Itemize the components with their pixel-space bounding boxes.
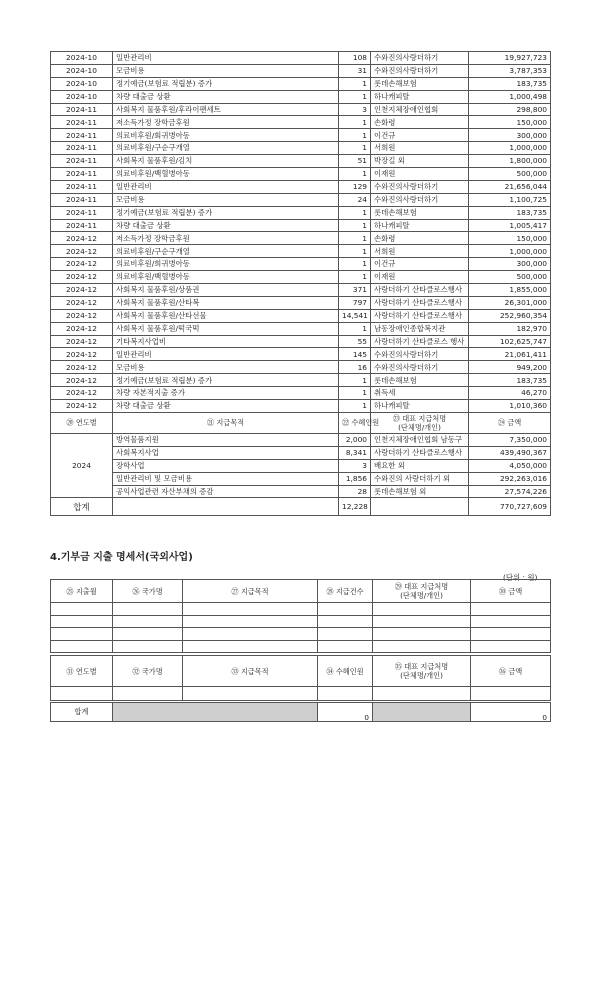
detail-rows	[51, 52, 551, 413]
detail-date: 2024-12	[51, 284, 113, 297]
overseas-expense-table	[50, 579, 551, 653]
detail-payee: 이재원	[371, 168, 469, 181]
detail-count: 3	[339, 103, 371, 116]
detail-row	[51, 361, 551, 374]
overseas-summary-table	[50, 655, 551, 701]
detail-amount: 183,735	[469, 77, 551, 90]
detail-payee: 하나캐피탈	[371, 219, 469, 232]
detail-date: 2024-11	[51, 193, 113, 206]
detail-payee: 수와진의사랑더하기	[371, 348, 469, 361]
detail-date: 2024-12	[51, 309, 113, 322]
summary-count: 3	[339, 459, 371, 472]
summary-header-count: ㉒ 수혜인원	[339, 412, 371, 433]
detail-purpose: 차량 대출금 상환	[113, 90, 339, 103]
summary-amount: 7,350,000	[469, 433, 551, 446]
header-purpose: ㉗ 지급목적	[183, 580, 318, 603]
detail-row	[51, 168, 551, 181]
summary-row	[51, 433, 551, 446]
header-count: ㉘ 지급건수	[318, 580, 373, 603]
detail-count: 1	[339, 168, 371, 181]
header-country: ㉖ 국가명	[113, 580, 183, 603]
detail-amount: 19,927,723	[469, 52, 551, 65]
detail-date: 2024-11	[51, 103, 113, 116]
summary-count: 28	[339, 485, 371, 498]
detail-count: 1	[339, 400, 371, 413]
detail-row	[51, 309, 551, 322]
detail-count: 1	[339, 245, 371, 258]
total-row	[51, 498, 551, 516]
header2-year: ㉛ 연도별	[51, 656, 113, 687]
summary-payee: 수와진의 사랑더하기 외	[371, 472, 469, 485]
detail-row	[51, 155, 551, 168]
detail-row	[51, 245, 551, 258]
summary-amount: 27,574,226	[469, 485, 551, 498]
detail-amount: 1,010,360	[469, 400, 551, 413]
empty-row	[51, 687, 551, 701]
detail-amount: 500,000	[469, 168, 551, 181]
total-count: 12,228	[339, 498, 371, 516]
detail-count: 1	[339, 258, 371, 271]
detail-payee: 롯데손해보험	[371, 206, 469, 219]
detail-amount: 21,061,411	[469, 348, 551, 361]
detail-count: 1	[339, 322, 371, 335]
detail-amount: 300,000	[469, 129, 551, 142]
detail-amount: 300,000	[469, 258, 551, 271]
section-title: 4.기부금 지출 명세서(국외사업)	[50, 552, 193, 563]
detail-row	[51, 348, 551, 361]
header2-count: ㉞ 수혜인원	[318, 656, 373, 687]
detail-row	[51, 142, 551, 155]
summary-amount: 439,490,367	[469, 446, 551, 459]
detail-amount: 252,960,354	[469, 309, 551, 322]
detail-count: 14,541	[339, 309, 371, 322]
empty-row	[51, 603, 551, 616]
detail-date: 2024-10	[51, 90, 113, 103]
summary-header-amount: ㉔ 금액	[469, 412, 551, 433]
summary-payee: 배요한 외	[371, 459, 469, 472]
summary-header-payee	[371, 412, 469, 433]
detail-purpose: 의료비후원/백혈병아동	[113, 168, 339, 181]
summary-purpose: 방역물품지원	[113, 433, 339, 446]
summary-amount: 292,263,016	[469, 472, 551, 485]
detail-date: 2024-10	[51, 64, 113, 77]
detail-date: 2024-12	[51, 361, 113, 374]
detail-payee: 취득세	[371, 387, 469, 400]
detail-row	[51, 232, 551, 245]
detail-purpose: 의료비후원/구순구개열	[113, 142, 339, 155]
detail-purpose: 정기예금(보험료 적립분) 증가	[113, 374, 339, 387]
empty-row	[51, 615, 551, 628]
detail-date: 2024-11	[51, 142, 113, 155]
detail-row	[51, 206, 551, 219]
detail-amount: 26,301,000	[469, 296, 551, 309]
total-label: 합계	[51, 498, 113, 516]
detail-payee: 수와진의사랑더하기	[371, 361, 469, 374]
detail-amount: 1,005,417	[469, 219, 551, 232]
detail-date: 2024-11	[51, 155, 113, 168]
detail-count: 1	[339, 219, 371, 232]
detail-count: 371	[339, 284, 371, 297]
summary-payee: 롯데손해보험 외	[371, 485, 469, 498]
detail-payee: 손화령	[371, 232, 469, 245]
detail-amount: 3,787,353	[469, 64, 551, 77]
detail-count: 1	[339, 142, 371, 155]
detail-payee: 하나캐피탈	[371, 90, 469, 103]
detail-count: 1	[339, 77, 371, 90]
header2-payee-line1: ㉟ 대표 지급처명	[394, 662, 449, 671]
detail-count: 1	[339, 90, 371, 103]
detail-row	[51, 296, 551, 309]
detail-purpose: 모금비용	[113, 64, 339, 77]
detail-purpose: 모금비용	[113, 361, 339, 374]
overseas-total-count: 0	[318, 703, 373, 722]
detail-amount: 150,000	[469, 116, 551, 129]
summary-purpose: 공익사업관련 자산부채의 증감	[113, 485, 339, 498]
detail-date: 2024-10	[51, 77, 113, 90]
summary-header-year: ⑳ 연도별	[51, 412, 113, 433]
summary-amount: 4,050,000	[469, 459, 551, 472]
summary-count: 1,856	[339, 472, 371, 485]
header2-payee-line2: (단체명/개인)	[400, 671, 443, 680]
detail-date: 2024-12	[51, 400, 113, 413]
header-payee	[373, 580, 471, 603]
detail-purpose: 의료비후원/구순구개열	[113, 245, 339, 258]
detail-purpose: 저소득가정 장학금후원	[113, 232, 339, 245]
detail-purpose: 차량 대출금 상환	[113, 219, 339, 232]
detail-date: 2024-12	[51, 245, 113, 258]
summary-payee: 사랑더하기 산타클로스행사	[371, 446, 469, 459]
detail-amount: 949,200	[469, 361, 551, 374]
detail-count: 145	[339, 348, 371, 361]
detail-count: 55	[339, 335, 371, 348]
detail-count: 797	[339, 296, 371, 309]
detail-count: 24	[339, 193, 371, 206]
detail-row	[51, 335, 551, 348]
detail-payee: 수와진의사랑더하기	[371, 52, 469, 65]
detail-count: 108	[339, 52, 371, 65]
detail-amount: 183,735	[469, 206, 551, 219]
detail-purpose: 차량 대출금 상환	[113, 400, 339, 413]
detail-amount: 1,855,000	[469, 284, 551, 297]
total-empty	[371, 498, 469, 516]
detail-row	[51, 387, 551, 400]
detail-payee: 사랑더하기 산타클로스행사	[371, 309, 469, 322]
summary-header-row	[51, 412, 551, 433]
detail-date: 2024-12	[51, 296, 113, 309]
shaded-cell	[113, 703, 318, 722]
detail-purpose: 사회복지 물품후원/후라이팬세트	[113, 103, 339, 116]
detail-date: 2024-12	[51, 322, 113, 335]
detail-count: 1	[339, 116, 371, 129]
detail-row	[51, 219, 551, 232]
detail-payee: 이건규	[371, 258, 469, 271]
detail-payee: 롯데손해보험	[371, 374, 469, 387]
detail-amount: 1,000,000	[469, 142, 551, 155]
detail-date: 2024-11	[51, 129, 113, 142]
detail-purpose: 사회복지 물품후원/김치	[113, 155, 339, 168]
detail-purpose: 의료비후원/백혈병아동	[113, 271, 339, 284]
detail-row	[51, 52, 551, 65]
detail-amount: 1,800,000	[469, 155, 551, 168]
detail-date: 2024-12	[51, 374, 113, 387]
detail-row	[51, 374, 551, 387]
detail-row	[51, 193, 551, 206]
expense-detail-sheet	[50, 51, 550, 516]
overseas-total-table	[50, 702, 551, 722]
expense-detail-table	[50, 51, 551, 516]
detail-payee: 하나캐피탈	[371, 400, 469, 413]
detail-row	[51, 90, 551, 103]
detail-payee: 이건규	[371, 129, 469, 142]
detail-row	[51, 116, 551, 129]
detail-payee: 인천지체장애인협회	[371, 103, 469, 116]
header-amount: ㉚ 금액	[471, 580, 551, 603]
detail-purpose: 사회복지 물품후원/떡국떡	[113, 322, 339, 335]
detail-purpose: 모금비용	[113, 193, 339, 206]
summary-row	[51, 446, 551, 459]
detail-amount: 150,000	[469, 232, 551, 245]
detail-purpose: 일반관리비	[113, 52, 339, 65]
detail-date: 2024-12	[51, 335, 113, 348]
detail-amount: 102,625,747	[469, 335, 551, 348]
detail-amount: 1,000,498	[469, 90, 551, 103]
detail-purpose: 차량 자본적지출 증가	[113, 387, 339, 400]
detail-payee: 롯데손해보험	[371, 77, 469, 90]
detail-purpose: 정기예금(보험료 적립분) 증가	[113, 77, 339, 90]
detail-amount: 46,270	[469, 387, 551, 400]
header-payee-line1: ㉙ 대표 지급처명	[394, 582, 449, 591]
header-date: ㉕ 지출월	[51, 580, 113, 603]
detail-payee: 박장길 외	[371, 155, 469, 168]
detail-count: 31	[339, 64, 371, 77]
detail-date: 2024-10	[51, 52, 113, 65]
summary-header-payee-line2: (단체명/개인)	[398, 422, 441, 432]
detail-purpose: 기타복지사업비	[113, 335, 339, 348]
detail-purpose: 의료비후원/회귀병아동	[113, 129, 339, 142]
detail-date: 2024-11	[51, 116, 113, 129]
detail-count: 1	[339, 206, 371, 219]
detail-row	[51, 258, 551, 271]
detail-payee: 서희원	[371, 142, 469, 155]
detail-count: 1	[339, 271, 371, 284]
detail-payee: 수와진의사랑더하기	[371, 180, 469, 193]
detail-purpose: 일반관리비	[113, 180, 339, 193]
detail-date: 2024-12	[51, 271, 113, 284]
detail-row	[51, 103, 551, 116]
detail-date: 2024-12	[51, 258, 113, 271]
detail-purpose: 일반관리비	[113, 348, 339, 361]
empty-row	[51, 640, 551, 653]
detail-amount: 1,000,000	[469, 245, 551, 258]
unit-label: (단위 : 원)	[503, 573, 538, 582]
detail-count: 16	[339, 361, 371, 374]
detail-date: 2024-11	[51, 168, 113, 181]
summary-purpose: 일반관리비 및 모금비용	[113, 472, 339, 485]
detail-payee: 수와진의사랑더하기	[371, 64, 469, 77]
empty-row	[51, 628, 551, 641]
detail-purpose: 사회복지 물품후원/상품권	[113, 284, 339, 297]
detail-count: 129	[339, 180, 371, 193]
detail-payee: 사랑더하기 산타클로스 행사	[371, 335, 469, 348]
detail-row	[51, 322, 551, 335]
detail-payee: 손화령	[371, 116, 469, 129]
summary-purpose: 장학사업	[113, 459, 339, 472]
summary-header-payee-line1: ㉓ 대표 지급처명	[392, 413, 447, 423]
detail-row	[51, 284, 551, 297]
detail-purpose: 정기예금(보험료 적립분) 증가	[113, 206, 339, 219]
total-empty	[113, 498, 339, 516]
detail-count: 1	[339, 387, 371, 400]
detail-purpose: 저소득가정 장학금후원	[113, 116, 339, 129]
detail-payee: 서희원	[371, 245, 469, 258]
summary-row	[51, 459, 551, 472]
detail-amount: 500,000	[469, 271, 551, 284]
detail-row	[51, 271, 551, 284]
detail-row	[51, 77, 551, 90]
total-amount: 770,727,609	[469, 498, 551, 516]
shaded-cell	[373, 703, 471, 722]
detail-count: 1	[339, 374, 371, 387]
detail-row	[51, 400, 551, 413]
summary-count: 2,000	[339, 433, 371, 446]
detail-date: 2024-12	[51, 387, 113, 400]
summary-header-purpose: ㉑ 지급목적	[113, 412, 339, 433]
detail-count: 1	[339, 129, 371, 142]
summary-row	[51, 485, 551, 498]
detail-amount: 182,970	[469, 322, 551, 335]
overseas-total-row	[51, 703, 551, 722]
overseas-header-row	[51, 580, 551, 603]
detail-amount: 21,656,044	[469, 180, 551, 193]
detail-payee: 수와진의사랑더하기	[371, 193, 469, 206]
detail-payee: 이재원	[371, 271, 469, 284]
overseas-total-label: 합계	[51, 703, 113, 722]
detail-row	[51, 129, 551, 142]
header2-country: ㉜ 국가명	[113, 656, 183, 687]
header2-amount: ㊱ 금액	[471, 656, 551, 687]
detail-payee: 사랑더하기 산타클로스행사	[371, 296, 469, 309]
summary-block	[51, 412, 551, 515]
summary-payee: 인천지체장애인협회 남동구	[371, 433, 469, 446]
detail-date: 2024-11	[51, 180, 113, 193]
detail-count: 51	[339, 155, 371, 168]
summary-purpose: 사회복지사업	[113, 446, 339, 459]
detail-date: 2024-11	[51, 219, 113, 232]
summary-row	[51, 472, 551, 485]
detail-purpose: 사회복지 물품후원/산타선물	[113, 309, 339, 322]
detail-row	[51, 64, 551, 77]
header2-purpose: ㉝ 지급목적	[183, 656, 318, 687]
detail-purpose: 사회복지 물품후원/산타복	[113, 296, 339, 309]
detail-date: 2024-12	[51, 232, 113, 245]
header2-payee	[373, 656, 471, 687]
detail-amount: 298,800	[469, 103, 551, 116]
detail-amount: 183,735	[469, 374, 551, 387]
overseas-total-amount: 0	[471, 703, 551, 722]
overseas-summary-header-row	[51, 656, 551, 687]
detail-purpose: 의료비후원/희귀병아동	[113, 258, 339, 271]
header-payee-line2: (단체명/개인)	[400, 591, 443, 600]
detail-amount: 1,100,725	[469, 193, 551, 206]
summary-count: 8,341	[339, 446, 371, 459]
detail-payee: 남동장애인종합복지관	[371, 322, 469, 335]
detail-date: 2024-11	[51, 206, 113, 219]
summary-year: 2024	[51, 433, 113, 497]
detail-payee: 사랑더하기 산타클로스행사	[371, 284, 469, 297]
detail-row	[51, 180, 551, 193]
detail-date: 2024-12	[51, 348, 113, 361]
detail-count: 1	[339, 232, 371, 245]
